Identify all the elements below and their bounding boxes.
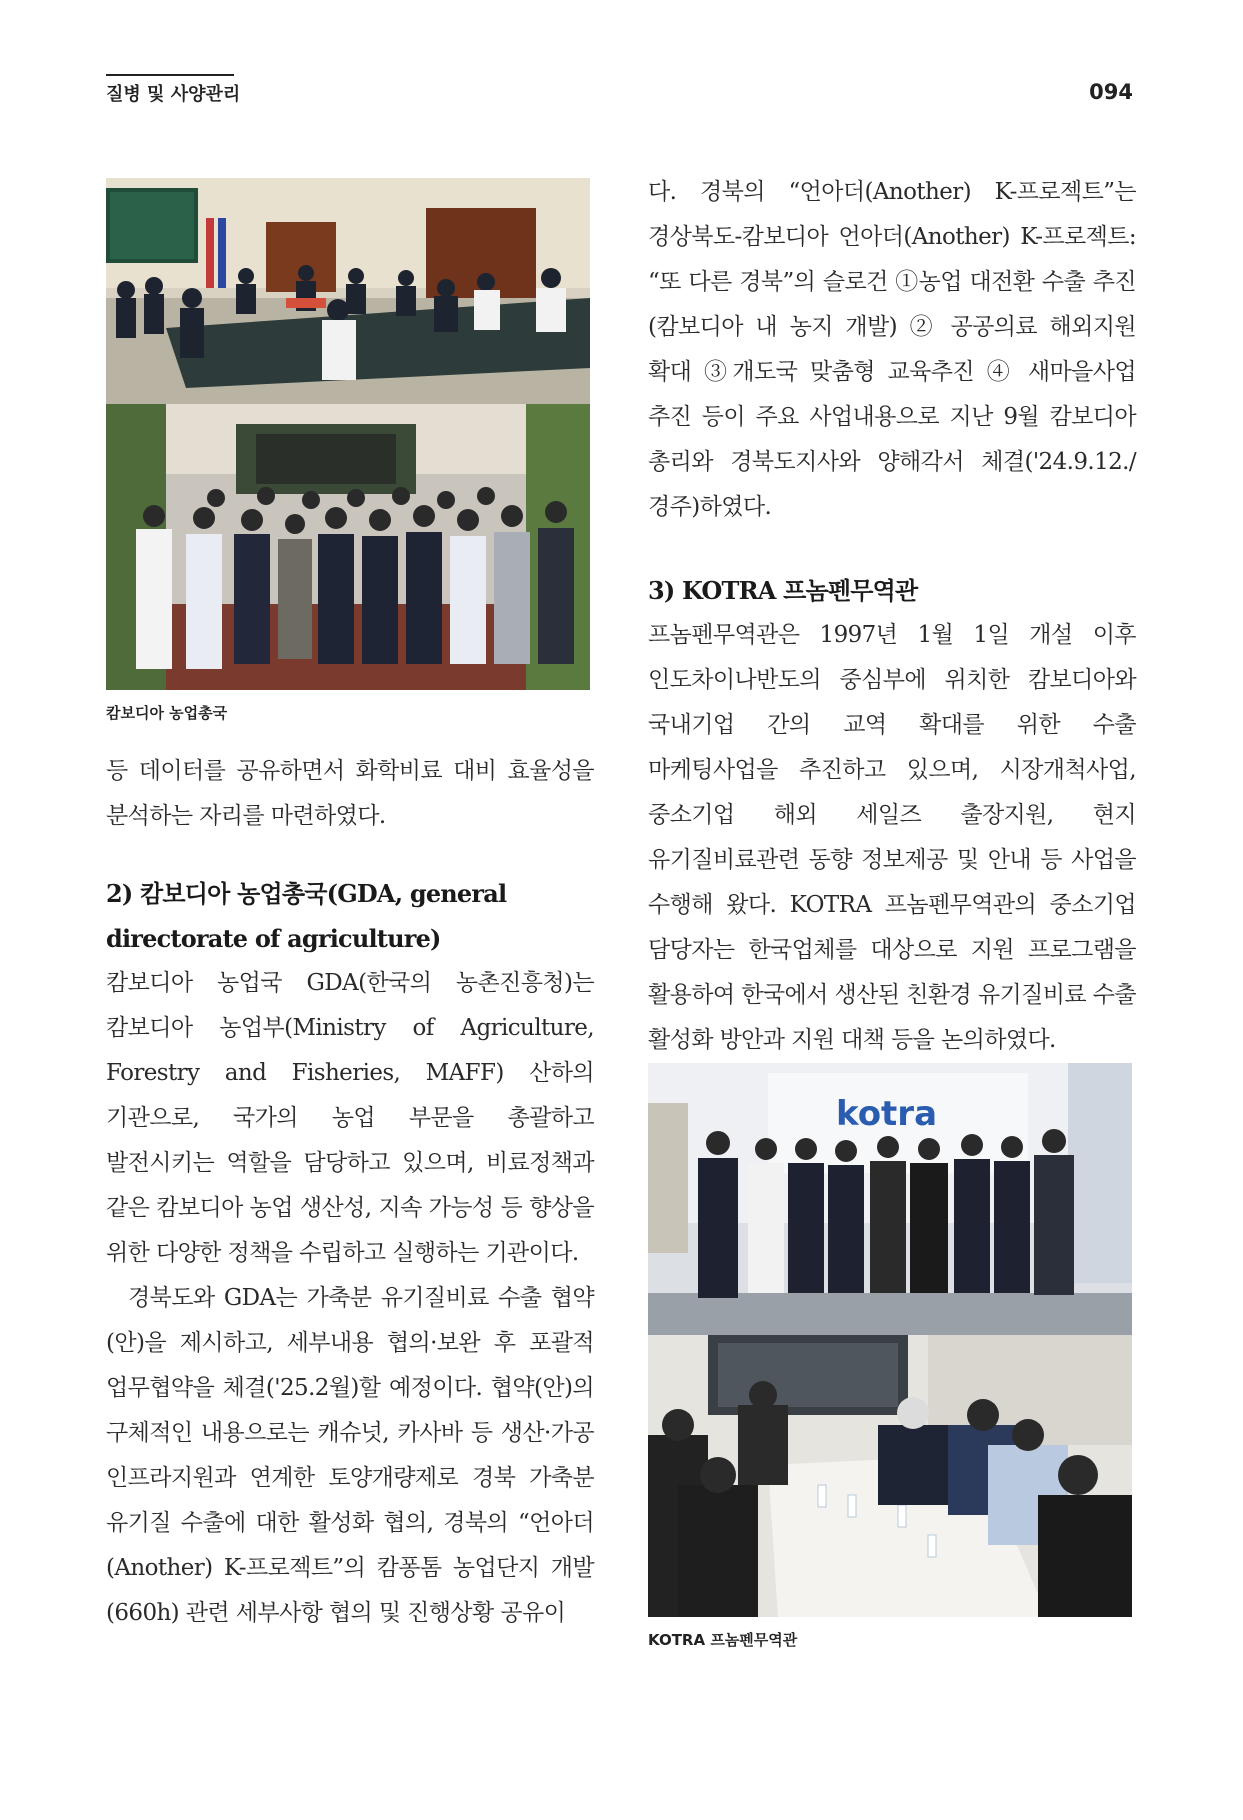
page-number: 094 (1089, 80, 1133, 104)
meeting-room-photo (106, 178, 590, 404)
group-photo-gda (106, 404, 590, 690)
left-intro-paragraph: 등 데이터를 공유하면서 화학비료 대비 효율성을 분석하는 자리를 마련하였다. (106, 758, 594, 829)
gda-paragraph-1: 캄보디아 농업국 GDA(한국의 농촌진흥청)는 캄보디아 농업부(Ministry of Agriculture, Forestry and Fisheries, MAFF) 산하의 기관으로, 국가의 농업 부문을 총괄하고 발전시키는 역할을 담당하고 있으며, 비료정책과 같은 캄보디아 농업 생산성, 지속 가능성 등 향상을 위한 다양한 정책을 수립하고 실행하는 기관이다. (106, 970, 594, 1266)
heading-kotra: 3) KOTRA 프놈펜무역관 (648, 576, 918, 605)
heading-gda: 2) 캄보디아 농업총국(GDA, general directorate of agriculture) (106, 879, 507, 953)
another-k-project-paragraph: 다. 경북의 “언아더(Another) K-프로젝트”는 경상북도-캄보디아 언아더(Another) K-프로젝트: “또 다른 경북”의 슬로건 ①농업 대전환 수출 추진(캄보디아 내 농지 개발) ② 공공의료 해외지원 확대 ③개도국 맞춤형 교육추진 ④ 새마을사업 추진 등이 주요 사업내용으로 지난 9월 캄보디아 총리와 경북도지사와 양해각서 체결('24.9.12./경주)하였다. (648, 179, 1136, 520)
kotra-photos (648, 1063, 1136, 1650)
kotra-meeting-photo (648, 1335, 1132, 1617)
kotra-paragraph: 프놈펜무역관은 1997년 1월 1일 개설 이후 인도차이나반도의 중심부에 위치한 캄보디아와 국내기업 간의 교역 확대를 위한 수출 마케팅사업을 추진하고 있으며, 시장개척사업, 중소기업 해외 세일즈 출장지원, 현지 유기질비료관련 동향 정보제공 및 안내 등 사업을 수행해 왔다. KOTRA 프놈펜무역관의 중소기업 담당자는 한국업체를 대상으로 지원 프로그램을 활용하여 한국에서 생산된 친환경 유기질비료 수출 활성화 방안과 지원 대책 등을 논의하였다. (648, 622, 1136, 1053)
photo-caption-gda: 캄보디아 농업총국 (106, 704, 228, 722)
photo-caption-kotra: KOTRA 프놈펜무역관 (648, 1631, 798, 1649)
right-column (648, 170, 1136, 1063)
kotra-sign-text: kotra (836, 1094, 938, 1134)
gda-paragraph-2: 경북도와 GDA는 가축분 유기질비료 수출 협약(안)을 제시하고, 세부내용 협의·보완 후 포괄적 업무협약을 체결('25.2월)할 예정이다. 협약(안)의 구체적인 내용으로는 캐슈넛, 카사바 등 생산·가공 인프라지원과 연계한 토양개량제로 경북 가축분 유기질 수출에 대한 활성화 협의, 경북의 “언아더(Another) K-프로젝트”의 캄퐁톰 농업단지 개발(660h) 관련 세부사항 협의 및 진행상황 공유이 (106, 1285, 594, 1626)
left-column (106, 178, 594, 1636)
kotra-group-photo (648, 1063, 1132, 1335)
section-title: 질병 및 사양관리 (106, 84, 241, 105)
header-rule (106, 74, 234, 76)
